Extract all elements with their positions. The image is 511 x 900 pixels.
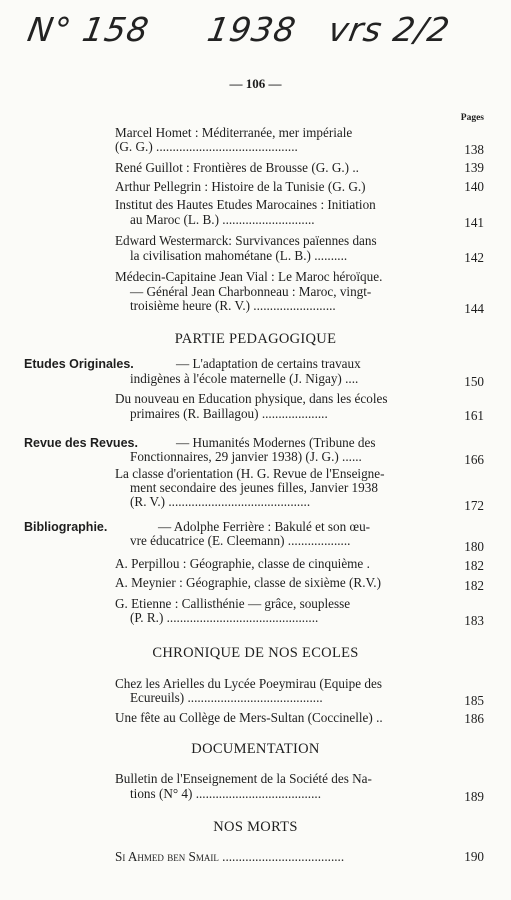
toc-entry-line: René Guillot : Frontières de Brousse (G. G.) .. (115, 160, 359, 175)
handwritten-volume: vrs 2/2 (325, 10, 454, 49)
toc-page-number: 139 (464, 160, 484, 175)
pages-column-label: Pages (460, 113, 484, 123)
toc-entry-line: — Général Jean Charbonneau : Maroc, vingt- (130, 284, 372, 299)
toc-page-number: 144 (464, 301, 484, 316)
toc-entry-line: Institut des Hautes Etudes Marocaines : Initiation (115, 197, 376, 212)
section-heading-documentation: DOCUMENTATION (191, 741, 320, 757)
toc-entry-line: A. Perpillou : Géographie, classe de cinquième . (115, 556, 370, 571)
page-number: — 106 — (229, 76, 282, 91)
toc-entry-line: Du nouveau en Education physique, dans les écoles (115, 391, 388, 406)
toc-page-number: 138 (464, 142, 484, 157)
toc-entry-line: Chez les Arielles du Lycée Poeymirau (Equipe des (115, 676, 382, 691)
category-label-etudes: Etudes Originales. (24, 357, 134, 371)
category-label-bibliographie: Bibliographie. (24, 520, 108, 534)
section-heading-pedagogique: PARTIE PEDAGOGIQUE (174, 331, 337, 347)
toc-entry-line: Arthur Pellegrin : Histoire de la Tunisie (G. G.) (115, 179, 366, 194)
toc-entry-line: Fonctionnaires, 29 janvier 1938) (J. G.) ...... (130, 449, 362, 464)
toc-entry-line: troisième heure (R. V.) ......................... (130, 298, 336, 313)
toc-entry-line: Marcel Homet : Méditerranée, mer impériale (115, 125, 353, 140)
toc-entry-line: au Maroc (L. B.) ............................ (130, 212, 315, 227)
toc-entry-line: — L'adaptation de certains travaux (176, 356, 361, 371)
toc-page-number: 161 (464, 408, 484, 423)
toc-page-number: 182 (464, 578, 484, 593)
toc-entry-line: vre éducatrice (E. Cleemann) ................... (130, 533, 351, 548)
toc-page-number: 182 (464, 558, 484, 573)
toc-page-number: 190 (464, 849, 484, 864)
toc-entry-line: (R. V.) ........................................... (130, 494, 311, 509)
category-label-revue: Revue des Revues. (24, 436, 138, 450)
section-heading-chronique: CHRONIQUE DE NOS ECOLES (152, 645, 359, 661)
toc-entry-line: La classe d'orientation (H. G. Revue de l'Enseigne- (115, 466, 385, 481)
section-heading-morts: NOS MORTS (213, 819, 298, 835)
handwritten-number: N° 158 (24, 10, 153, 49)
toc-entry-line: — Humanités Modernes (Tribune des (176, 435, 376, 450)
toc-page-number: 166 (464, 452, 484, 467)
toc-entry-line: la civilisation mahométane (L. B.) .......... (130, 248, 348, 263)
toc-entry-line: indigènes à l'école maternelle (J. Nigay) .... (130, 371, 359, 386)
toc-page-number: 150 (464, 374, 484, 389)
toc-page-number: 185 (464, 693, 484, 708)
toc-entry-line: G. Etienne : Callisthénie — grâce, souplesse (115, 596, 351, 611)
toc-entry-line: (G. G.) ........................................... (115, 139, 298, 154)
toc-entry-line: Si Ahmed ben Smail ..................................... (115, 849, 345, 864)
toc-entry-line: tions (N° 4) ...................................... (130, 786, 321, 801)
toc-page-number: 186 (464, 711, 484, 726)
toc-page-number: 141 (464, 215, 484, 230)
handwritten-year: 1938 (204, 10, 300, 49)
toc-page-number: 189 (464, 789, 484, 804)
toc-entry-line: ment secondaire des jeunes filles, Janvier 1938 (130, 480, 378, 495)
toc-entry-line: Bulletin de l'Enseignement de la Société des Na- (115, 771, 372, 786)
toc-page-number: 183 (464, 613, 484, 628)
toc-entry-line: Médecin-Capitaine Jean Vial : Le Maroc héroïque. (115, 269, 383, 284)
toc-entry-line: (P. R.) .............................................. (130, 610, 319, 625)
toc-entry-line: Ecureuils) ......................................... (130, 690, 323, 705)
toc-page-number: 172 (464, 498, 484, 513)
toc-page-number: 180 (464, 539, 484, 554)
toc-entry-line: A. Meynier : Géographie, classe de sixième (R.V.) (115, 575, 381, 590)
toc-entry-line: — Adolphe Ferrière : Bakulé et son œu- (158, 519, 371, 534)
toc-entry-line: Une fête au Collège de Mers-Sultan (Coccinelle) .. (115, 710, 383, 725)
toc-entry-line: Edward Westermarck: Survivances païennes dans (115, 233, 377, 248)
toc-page-number: 142 (464, 250, 484, 265)
toc-entry-line: primaires (R. Baillagou) .................... (130, 406, 328, 421)
toc-page-number: 140 (464, 179, 484, 194)
